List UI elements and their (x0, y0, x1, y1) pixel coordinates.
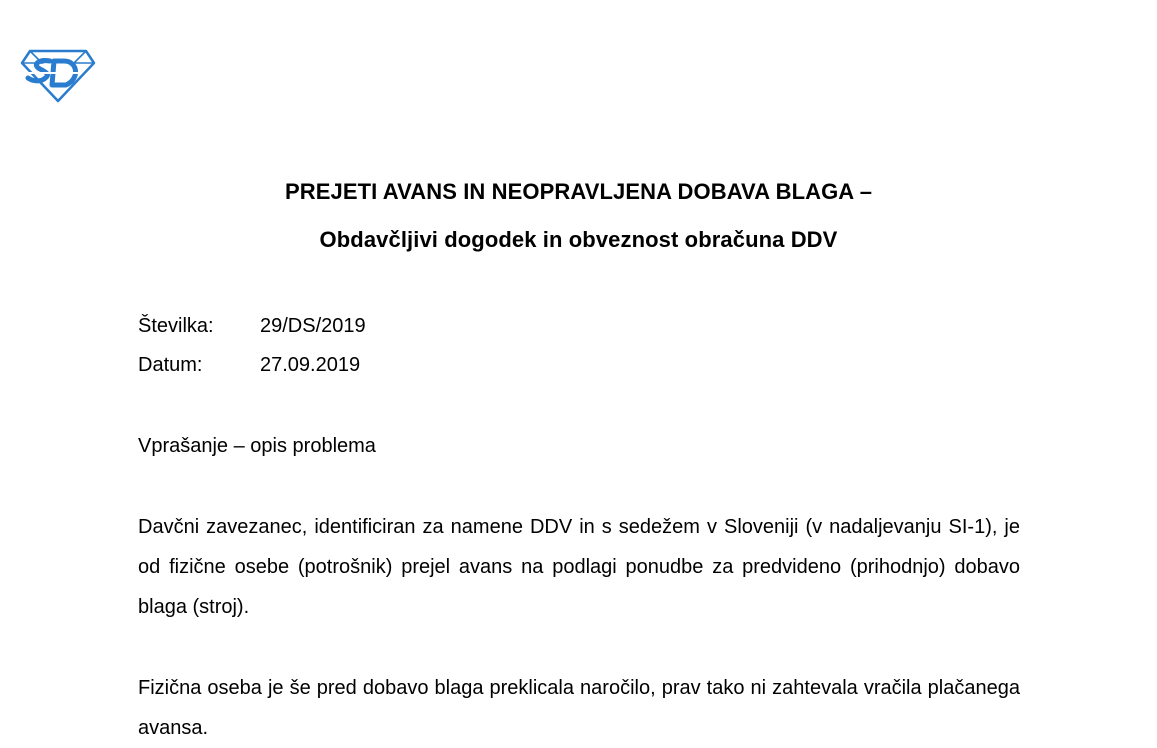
meta-number-row (138, 313, 366, 339)
shield-logo-icon (20, 47, 96, 103)
paragraph: Davčni zavezanec, identificiran za namene DDV in s sedežem v Sloveniji (v nadaljevanju SI-1), je od fizične osebe (potrošnik) prejel avans na podlagi ponudbe za predvideno (prihodnjo) dobavo blaga (stroj). (138, 516, 1020, 618)
document-title-line-1: PREJETI AVANS IN NEOPRAVLJENA DOBAVA BLAGA – (284, 179, 873, 204)
logo (20, 47, 96, 103)
number-value: 29/DS/2019 (260, 315, 366, 337)
paragraph: Fizična oseba je še pred dobavo blaga preklicala naročilo, prav tako ni zahtevala vračila plačanega avansa. (138, 677, 1020, 739)
section-heading: Vprašanje – opis problema (138, 435, 376, 457)
meta-date-row (138, 352, 360, 378)
number-label: Številka: (138, 315, 214, 337)
date-value: 27.09.2019 (260, 354, 361, 376)
document-title-line-2: Obdavčljivi dogodek in obveznost obračuna DDV (319, 227, 838, 252)
date-label: Datum: (138, 354, 203, 376)
